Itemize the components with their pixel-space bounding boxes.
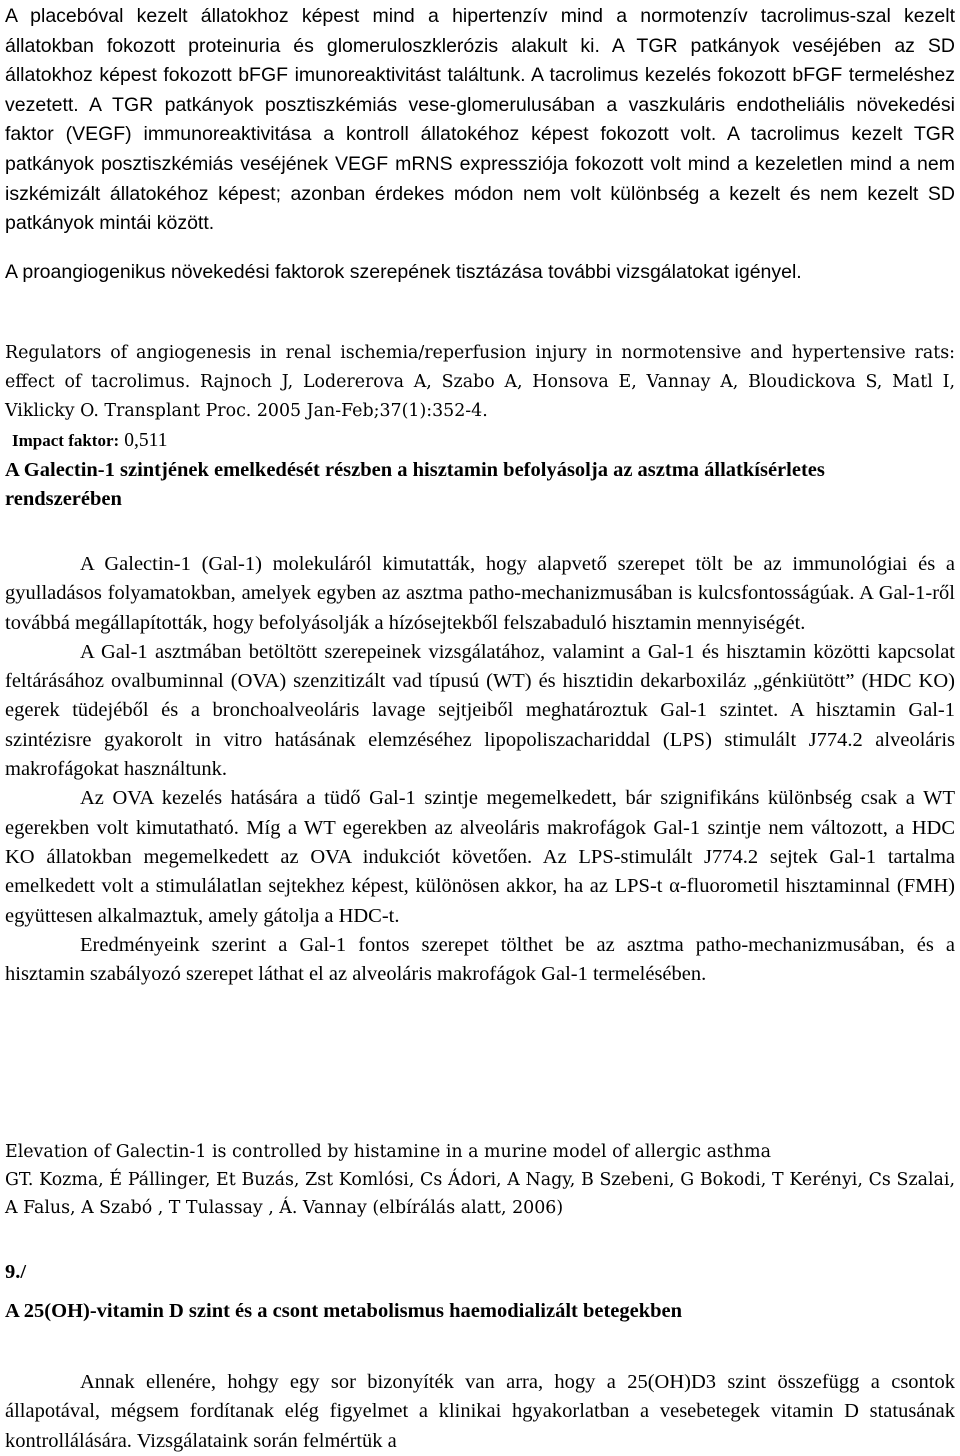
- section-9-number: 9./: [5, 1261, 27, 1283]
- galectin-body: [5, 550, 955, 989]
- galectin-paragraph: Eredményeink szerint a Gal-1 fontos szerepet tölthet be az asztma patho-mechanizmusában, és a hisztamin szabályozó szerepet láthat el az alveoláris makrofágok Gal-1 termelésében.: [5, 933, 955, 986]
- reference-2-title: Elevation of Galectin-1 is controlled by histamine in a murine model of allergic asthma: [5, 1142, 771, 1162]
- galectin-paragraph: Az OVA kezelés hatására a tüdő Gal-1 szintje megemelkedett, bár szignifikáns különbség csak a WT egerekben volt kimutatható. Míg a WT egerekben az alveoláris makrofágok Gal-1 szintje nem változott, a HDC KO állatokban megemelkedett az OVA indukciót követően. Az LPS-stimulált J774.2 sejtek Gal-1 tartalma emelkedett volt a stimulálatlan sejtekhez képest, különösen akkor, ha az LPS-t α-fluorometil hisztaminnal (FMH) együttesen alkalmaztuk, amely gátolja a HDC-t.: [5, 787, 955, 927]
- reference-2-authors: GT. Kozma, É Pállinger, Et Buzás, Zst Komlósi, Cs Ádori, A Nagy, B Szebeni, G Bokodi, T Kerényi, Cs Szalai, A Falus, A Szabó , T Tulassay , Á. Vannay (elbírálás alatt, 2006): [5, 1170, 955, 1218]
- section-9-paragraph: Annak ellenére, hohgy egy sor bizonyíték van arra, hogy a 25(OH)D3 szint összefügg a csontok állapotával, mégsem fordítanak elég figyelmet a klinikai hgyakorlatban a vesebetegek vitamin D statusának kontrollálására. Vizsgálataink során felmértük a: [5, 1371, 955, 1452]
- section-9-title: A 25(OH)-vitamin D szint és a csont metabolismus haemodializált betegekben: [5, 1300, 683, 1322]
- impact-factor-line: [5, 426, 955, 455]
- impact-factor-value: 0,511: [124, 430, 168, 451]
- reference-2: [5, 1138, 955, 1222]
- galectin-paragraph: A Gal-1 asztmában betöltött szerepeinek vizsgálatához, valamint a Gal-1 és hisztamin közötti kapcsolat feltárásához ovalbuminnal (OVA) szenzitizált vad típusú (WT) és hisztidin dekarboxiláz „génkiütött” (HDC KO) egerek tüdejéből és a bronchoalveoláris lavage sejtjeiből meghatároztuk Gal-1 szintet. A hisztamin Gal-1 szintézisre gyakorolt in vitro hatásának elemzéséhez lipopoliszachariddal (LPS) stimulált J774.2 alveoláris makrofágokat használtunk.: [5, 640, 955, 781]
- tacrolimus-results-paragraph: A placebóval kezelt állatokhoz képest mind a hipertenzív mind a normotenzív tacrolimus-szal kezelt állatokban fokozott proteinuria és glomeruloszklerózis alakult ki. A TGR patkányok veséjében az SD állatokhoz képest fokozott bFGF imunoreaktivitást találtunk. A tacrolimus kezelés fokozott bFGF termeléshez vezetett. A TGR patkányok posztiszkémiás vese-glomerulusában a vaszkuláris endotheliális növekedési faktor (VEGF) immunoreaktivitása a kontroll állatokéhoz képest fokozott volt. A tacrolimus kezelt TGR patkányok posztiszkémiás veséjének VEGF mRNS expressziója fokozott volt mind a kezeletlen mind a nem iszkémizált állatokéhoz képest; azonban érdekes módon nem volt különbség a kezelt és nem kezelt SD patkányok mintái között.: [5, 5, 955, 235]
- tacrolimus-conclusion: A proangiogenikus növekedési faktorok szerepének tisztázása további vizsgálatokat igényel.: [5, 261, 802, 283]
- galectin-paragraph: A Galectin-1 (Gal-1) molekuláról kimutatták, hogy alapvető szerepet tölt be az immunológiai és a gyulladásos folyamatokban, amelyek egyben az asztma patho-mechanizmusában is kulcsfontosságúak. A Gal-1-ről továbbá megállapították, hogy befolyásolják a hízósejtekből felszabaduló hisztamin mennyiségét.: [5, 553, 955, 634]
- galectin-section-title: A Galectin-1 szintjének emelkedését részben a hisztamin befolyásolja az asztma állatkísérletes rendszerében: [5, 459, 825, 511]
- reference-1-citation: Regulators of angiogenesis in renal ischemia/reperfusion injury in normotensive and hypertensive rats: effect of tacrolimus. Rajnoch J, Lodererova A, Szabo A, Honsova E, Vannay A, Bloudickova S, Matl I, Viklicky O. Transplant Proc. 2005 Jan-Feb;37(1):352-4.: [5, 343, 955, 421]
- impact-factor-label: Impact faktor:: [12, 431, 120, 450]
